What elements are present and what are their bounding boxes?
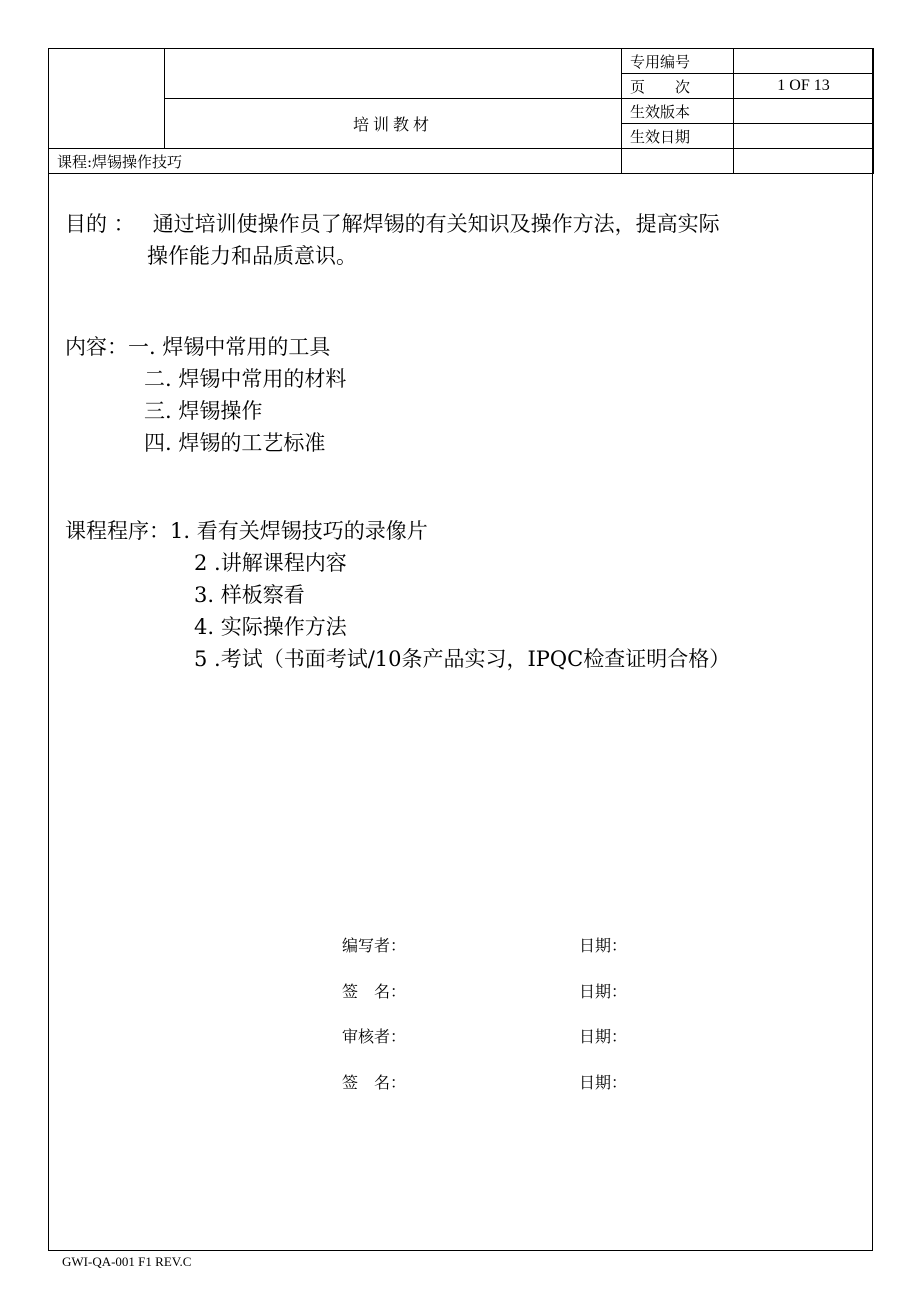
version-value (734, 99, 874, 124)
serial-label: 专用编号 (622, 49, 734, 74)
date-label: 生效日期 (622, 124, 734, 149)
writer-sign-date-label: 日期： (579, 982, 628, 1001)
course-blank-cell-1 (622, 149, 734, 174)
form-code: GWI-QA-001 F1 REV.C (62, 1254, 192, 1269)
purpose-line-1: 通过培训使操作员了解焊锡的有关知识及操作方法，提高实际 (152, 212, 720, 236)
content-item: 二. 焊锡中常用的材料 (144, 367, 347, 391)
procedure-section (65, 515, 730, 675)
course-blank-cell-2 (734, 149, 874, 174)
date-value (734, 124, 874, 149)
writer-date-label: 日期： (579, 936, 628, 955)
reviewer-label: 审核者： (342, 1027, 407, 1046)
procedure-item: 3. 样板察看 (194, 583, 305, 607)
logo-cell (49, 49, 165, 149)
document-title: 培训教材 (165, 99, 622, 149)
procedure-item: 2 .讲解课程内容 (194, 551, 347, 575)
reviewer-sign-label: 签 名： (342, 1073, 407, 1092)
serial-value (734, 49, 874, 74)
version-label: 生效版本 (622, 99, 734, 124)
content-label: 内容： (65, 335, 128, 359)
purpose-line-2: 操作能力和品质意识。 (147, 244, 357, 268)
reviewer-date-label: 日期： (579, 1027, 628, 1046)
content-item: 四. 焊锡的工艺标准 (144, 431, 326, 455)
header-blank-cell (165, 49, 622, 99)
writer-label: 编写者： (342, 936, 407, 955)
content-item: 一. 焊锡中常用的工具 (128, 335, 331, 359)
procedure-item: 1. 看有关焊锡技巧的录像片 (170, 519, 428, 543)
reviewer-sign-date-label: 日期： (579, 1073, 628, 1092)
purpose-section (65, 208, 720, 272)
writer-sign-label: 签 名： (342, 982, 407, 1001)
page-value: 1 OF 13 (734, 74, 874, 99)
course-title: 课程:焊锡操作技巧 (49, 149, 622, 174)
content-item: 三. 焊锡操作 (144, 399, 263, 423)
page-label: 页 次 (622, 74, 734, 99)
purpose-label: 目的 ： (65, 212, 135, 236)
content-section (65, 331, 346, 459)
header-table (48, 48, 874, 174)
procedure-item: 4. 实际操作方法 (194, 615, 347, 639)
procedure-label: 课程程序： (65, 519, 170, 543)
procedure-item: 5 .考试（书面考试/10条产品实习，IPQC检查证明合格） (194, 647, 731, 671)
